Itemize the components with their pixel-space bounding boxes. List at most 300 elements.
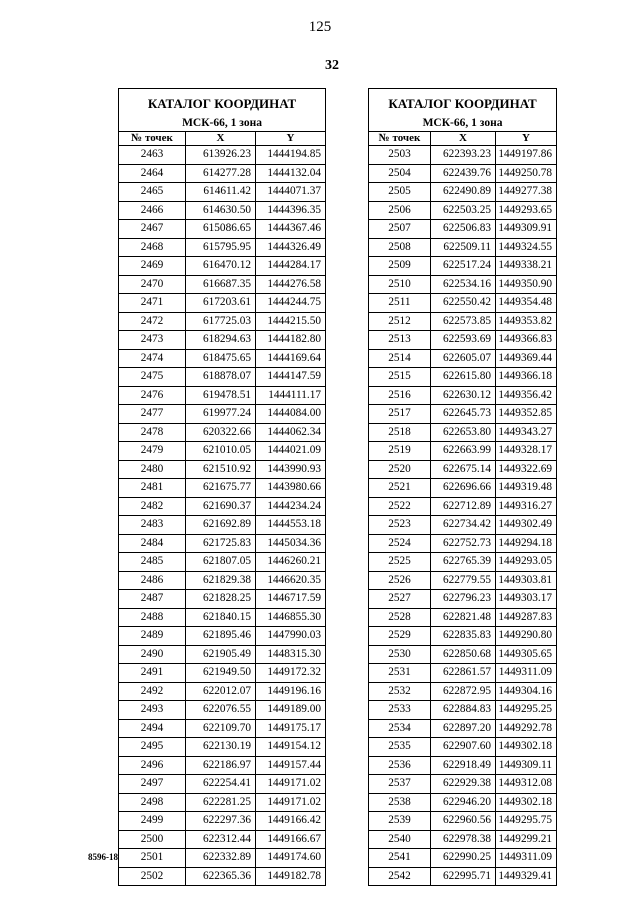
y-coordinate-cell: 1449366.83 bbox=[496, 331, 557, 350]
y-coordinate-cell: 1444111.17 bbox=[256, 386, 326, 405]
table-row bbox=[369, 349, 557, 368]
x-coordinate-cell: 616470.12 bbox=[186, 257, 256, 276]
x-coordinate-cell: 622297.36 bbox=[186, 812, 256, 831]
column-header-x: X bbox=[186, 132, 256, 146]
y-coordinate-cell: 1449319.48 bbox=[496, 479, 557, 498]
table-row bbox=[369, 220, 557, 239]
x-coordinate-cell: 622506.83 bbox=[431, 220, 496, 239]
table-zone: МСК-66, 1 зона bbox=[369, 117, 557, 132]
point-number-cell: 2507 bbox=[369, 220, 431, 239]
x-coordinate-cell: 622850.68 bbox=[431, 645, 496, 664]
x-coordinate-cell: 622663.99 bbox=[431, 442, 496, 461]
x-coordinate-cell: 622550.42 bbox=[431, 294, 496, 313]
x-coordinate-cell: 622517.24 bbox=[431, 257, 496, 276]
table-row bbox=[369, 405, 557, 424]
point-number-cell: 2542 bbox=[369, 867, 431, 886]
x-coordinate-cell: 622734.42 bbox=[431, 516, 496, 535]
y-coordinate-cell: 1449329.41 bbox=[496, 867, 557, 886]
y-coordinate-cell: 1447990.03 bbox=[256, 627, 326, 646]
point-number-cell: 2498 bbox=[119, 793, 186, 812]
table-row bbox=[369, 627, 557, 646]
point-number-cell: 2521 bbox=[369, 479, 431, 498]
x-coordinate-cell: 622990.25 bbox=[431, 849, 496, 868]
y-coordinate-cell: 1449295.25 bbox=[496, 701, 557, 720]
point-number-cell: 2471 bbox=[119, 294, 186, 313]
point-number-cell: 2513 bbox=[369, 331, 431, 350]
x-coordinate-cell: 621690.37 bbox=[186, 497, 256, 516]
y-coordinate-cell: 1449343.27 bbox=[496, 423, 557, 442]
table-row bbox=[119, 793, 326, 812]
x-coordinate-cell: 619977.24 bbox=[186, 405, 256, 424]
x-coordinate-cell: 621692.89 bbox=[186, 516, 256, 535]
x-coordinate-cell: 614630.50 bbox=[186, 201, 256, 220]
table-row bbox=[119, 553, 326, 572]
table-row bbox=[369, 294, 557, 313]
point-number-cell: 2505 bbox=[369, 183, 431, 202]
x-coordinate-cell: 622186.97 bbox=[186, 756, 256, 775]
x-coordinate-cell: 621675.77 bbox=[186, 479, 256, 498]
column-header-point-number: № точек bbox=[369, 132, 431, 146]
table-row bbox=[369, 645, 557, 664]
y-coordinate-cell: 1449353.82 bbox=[496, 312, 557, 331]
point-number-cell: 2527 bbox=[369, 590, 431, 609]
x-coordinate-cell: 622765.39 bbox=[431, 553, 496, 572]
y-coordinate-cell: 1449305.65 bbox=[496, 645, 557, 664]
point-number-cell: 2470 bbox=[119, 275, 186, 294]
point-number-cell: 2480 bbox=[119, 460, 186, 479]
point-number-cell: 2519 bbox=[369, 442, 431, 461]
x-coordinate-cell: 619478.51 bbox=[186, 386, 256, 405]
table-row bbox=[119, 349, 326, 368]
x-coordinate-cell: 622534.16 bbox=[431, 275, 496, 294]
table-row bbox=[369, 553, 557, 572]
column-header-y: Y bbox=[256, 132, 326, 146]
point-number-cell: 2529 bbox=[369, 627, 431, 646]
point-number-cell: 2474 bbox=[119, 349, 186, 368]
point-number-cell: 2533 bbox=[369, 701, 431, 720]
point-number-cell: 2537 bbox=[369, 775, 431, 794]
x-coordinate-cell: 616687.35 bbox=[186, 275, 256, 294]
table-title: КАТАЛОГ КООРДИНАТ bbox=[369, 89, 557, 118]
table-row bbox=[369, 386, 557, 405]
table-row bbox=[369, 516, 557, 535]
y-coordinate-cell: 1449292.78 bbox=[496, 719, 557, 738]
point-number-cell: 2472 bbox=[119, 312, 186, 331]
table-row bbox=[119, 275, 326, 294]
table-row bbox=[119, 312, 326, 331]
y-coordinate-cell: 1444284.17 bbox=[256, 257, 326, 276]
point-number-cell: 2463 bbox=[119, 146, 186, 165]
x-coordinate-cell: 622645.73 bbox=[431, 405, 496, 424]
point-number-cell: 2493 bbox=[119, 701, 186, 720]
point-number-cell: 2510 bbox=[369, 275, 431, 294]
table-row bbox=[119, 386, 326, 405]
point-number-cell: 2530 bbox=[369, 645, 431, 664]
table-row bbox=[119, 608, 326, 627]
y-coordinate-cell: 1444182.80 bbox=[256, 331, 326, 350]
y-coordinate-cell: 1449166.67 bbox=[256, 830, 326, 849]
table-row bbox=[369, 830, 557, 849]
y-coordinate-cell: 1449366.18 bbox=[496, 368, 557, 387]
x-coordinate-cell: 622835.83 bbox=[431, 627, 496, 646]
y-coordinate-cell: 1449171.02 bbox=[256, 775, 326, 794]
point-number-cell: 2465 bbox=[119, 183, 186, 202]
table-row bbox=[119, 164, 326, 183]
y-coordinate-cell: 1449352.85 bbox=[496, 405, 557, 424]
y-coordinate-cell: 1449182.78 bbox=[256, 867, 326, 886]
x-coordinate-cell: 622712.89 bbox=[431, 497, 496, 516]
point-number-cell: 2525 bbox=[369, 553, 431, 572]
table-row bbox=[119, 867, 326, 886]
x-coordinate-cell: 622995.71 bbox=[431, 867, 496, 886]
y-coordinate-cell: 1449303.81 bbox=[496, 571, 557, 590]
point-number-cell: 2464 bbox=[119, 164, 186, 183]
point-number-cell: 2536 bbox=[369, 756, 431, 775]
x-coordinate-cell: 620322.66 bbox=[186, 423, 256, 442]
y-coordinate-cell: 1449293.65 bbox=[496, 201, 557, 220]
point-number-cell: 2520 bbox=[369, 460, 431, 479]
y-coordinate-cell: 1444147.59 bbox=[256, 368, 326, 387]
x-coordinate-cell: 621725.83 bbox=[186, 534, 256, 553]
x-coordinate-cell: 622653.80 bbox=[431, 423, 496, 442]
point-number-cell: 2492 bbox=[119, 682, 186, 701]
y-coordinate-cell: 1444396.35 bbox=[256, 201, 326, 220]
y-coordinate-cell: 1449196.16 bbox=[256, 682, 326, 701]
x-coordinate-cell: 621829.38 bbox=[186, 571, 256, 590]
y-coordinate-cell: 1444234.24 bbox=[256, 497, 326, 516]
x-coordinate-cell: 618475.65 bbox=[186, 349, 256, 368]
table-row bbox=[369, 664, 557, 683]
table-row bbox=[119, 830, 326, 849]
point-number-cell: 2508 bbox=[369, 238, 431, 257]
y-coordinate-cell: 1449311.09 bbox=[496, 664, 557, 683]
x-coordinate-cell: 622281.25 bbox=[186, 793, 256, 812]
table-row bbox=[369, 756, 557, 775]
y-coordinate-cell: 1449324.55 bbox=[496, 238, 557, 257]
table-row bbox=[119, 849, 326, 868]
point-number-cell: 2539 bbox=[369, 812, 431, 831]
table-row bbox=[369, 849, 557, 868]
table-row bbox=[369, 257, 557, 276]
y-coordinate-cell: 1449312.08 bbox=[496, 775, 557, 794]
y-coordinate-cell: 1449354.48 bbox=[496, 294, 557, 313]
y-coordinate-cell: 1448315.30 bbox=[256, 645, 326, 664]
table-row bbox=[369, 442, 557, 461]
table-row bbox=[119, 294, 326, 313]
y-coordinate-cell: 1446260.21 bbox=[256, 553, 326, 572]
x-coordinate-cell: 622779.55 bbox=[431, 571, 496, 590]
x-coordinate-cell: 622130.19 bbox=[186, 738, 256, 757]
table-row bbox=[119, 257, 326, 276]
sub-page-number: 32 bbox=[325, 58, 339, 73]
y-coordinate-cell: 1449322.69 bbox=[496, 460, 557, 479]
y-coordinate-cell: 1444553.18 bbox=[256, 516, 326, 535]
x-coordinate-cell: 622675.14 bbox=[431, 460, 496, 479]
y-coordinate-cell: 1449309.91 bbox=[496, 220, 557, 239]
table-row bbox=[119, 442, 326, 461]
point-number-cell: 2531 bbox=[369, 664, 431, 683]
table-row bbox=[369, 460, 557, 479]
table-row bbox=[369, 719, 557, 738]
y-coordinate-cell: 1444062.34 bbox=[256, 423, 326, 442]
table-row bbox=[369, 812, 557, 831]
column-header-point-number: № точек bbox=[119, 132, 186, 146]
table-row bbox=[119, 460, 326, 479]
point-number-cell: 2516 bbox=[369, 386, 431, 405]
y-coordinate-cell: 1444169.64 bbox=[256, 349, 326, 368]
table-row bbox=[369, 775, 557, 794]
table-row bbox=[119, 664, 326, 683]
y-coordinate-cell: 1444367.46 bbox=[256, 220, 326, 239]
y-coordinate-cell: 1449175.17 bbox=[256, 719, 326, 738]
y-coordinate-cell: 1449197.86 bbox=[496, 146, 557, 165]
point-number-cell: 2485 bbox=[119, 553, 186, 572]
y-coordinate-cell: 1449172.32 bbox=[256, 664, 326, 683]
table-row bbox=[369, 682, 557, 701]
x-coordinate-cell: 622012.07 bbox=[186, 682, 256, 701]
x-coordinate-cell: 621905.49 bbox=[186, 645, 256, 664]
table-row bbox=[369, 479, 557, 498]
x-coordinate-cell: 622503.25 bbox=[431, 201, 496, 220]
table-row bbox=[119, 534, 326, 553]
point-number-cell: 2469 bbox=[119, 257, 186, 276]
x-coordinate-cell: 622573.85 bbox=[431, 312, 496, 331]
x-coordinate-cell: 621949.50 bbox=[186, 664, 256, 683]
point-number-cell: 2502 bbox=[119, 867, 186, 886]
point-number-cell: 2496 bbox=[119, 756, 186, 775]
y-coordinate-cell: 1449338.21 bbox=[496, 257, 557, 276]
y-coordinate-cell: 1443980.66 bbox=[256, 479, 326, 498]
y-coordinate-cell: 1449299.21 bbox=[496, 830, 557, 849]
y-coordinate-cell: 1444132.04 bbox=[256, 164, 326, 183]
point-number-cell: 2479 bbox=[119, 442, 186, 461]
point-number-cell: 2503 bbox=[369, 146, 431, 165]
x-coordinate-cell: 622605.07 bbox=[431, 349, 496, 368]
point-number-cell: 2488 bbox=[119, 608, 186, 627]
table-row bbox=[369, 368, 557, 387]
column-header-y: Y bbox=[496, 132, 557, 146]
x-coordinate-cell: 621807.05 bbox=[186, 553, 256, 572]
table-row bbox=[119, 183, 326, 202]
table-row bbox=[119, 331, 326, 350]
y-coordinate-cell: 1446855.30 bbox=[256, 608, 326, 627]
x-coordinate-cell: 618878.07 bbox=[186, 368, 256, 387]
point-number-cell: 2540 bbox=[369, 830, 431, 849]
table-row bbox=[119, 775, 326, 794]
y-coordinate-cell: 1449287.83 bbox=[496, 608, 557, 627]
point-number-cell: 2523 bbox=[369, 516, 431, 535]
point-number-cell: 2484 bbox=[119, 534, 186, 553]
table-row bbox=[119, 738, 326, 757]
y-coordinate-cell: 1444021.09 bbox=[256, 442, 326, 461]
y-coordinate-cell: 1444071.37 bbox=[256, 183, 326, 202]
y-coordinate-cell: 1449250.78 bbox=[496, 164, 557, 183]
point-number-cell: 2466 bbox=[119, 201, 186, 220]
point-number-cell: 2499 bbox=[119, 812, 186, 831]
table-row bbox=[369, 867, 557, 886]
table-row bbox=[119, 201, 326, 220]
y-coordinate-cell: 1449303.17 bbox=[496, 590, 557, 609]
x-coordinate-cell: 622897.20 bbox=[431, 719, 496, 738]
x-coordinate-cell: 622960.56 bbox=[431, 812, 496, 831]
point-number-cell: 2534 bbox=[369, 719, 431, 738]
x-coordinate-cell: 622393.23 bbox=[431, 146, 496, 165]
y-coordinate-cell: 1449166.42 bbox=[256, 812, 326, 831]
point-number-cell: 2490 bbox=[119, 645, 186, 664]
x-coordinate-cell: 618294.63 bbox=[186, 331, 256, 350]
table-row bbox=[369, 183, 557, 202]
table-row bbox=[119, 627, 326, 646]
table-row bbox=[119, 516, 326, 535]
point-number-cell: 2538 bbox=[369, 793, 431, 812]
table-row bbox=[119, 719, 326, 738]
x-coordinate-cell: 614277.28 bbox=[186, 164, 256, 183]
coordinate-catalog-table-right bbox=[368, 88, 557, 886]
point-number-cell: 2486 bbox=[119, 571, 186, 590]
point-number-cell: 2487 bbox=[119, 590, 186, 609]
table-row bbox=[119, 571, 326, 590]
table-row bbox=[119, 238, 326, 257]
x-coordinate-cell: 622332.89 bbox=[186, 849, 256, 868]
table-row bbox=[119, 368, 326, 387]
point-number-cell: 2511 bbox=[369, 294, 431, 313]
y-coordinate-cell: 1449350.90 bbox=[496, 275, 557, 294]
x-coordinate-cell: 622872.95 bbox=[431, 682, 496, 701]
x-coordinate-cell: 617725.03 bbox=[186, 312, 256, 331]
table-row bbox=[369, 608, 557, 627]
table-row bbox=[369, 571, 557, 590]
x-coordinate-cell: 622593.69 bbox=[431, 331, 496, 350]
y-coordinate-cell: 1444194.85 bbox=[256, 146, 326, 165]
y-coordinate-cell: 1449154.12 bbox=[256, 738, 326, 757]
point-number-cell: 2528 bbox=[369, 608, 431, 627]
point-number-cell: 2473 bbox=[119, 331, 186, 350]
point-number-cell: 2522 bbox=[369, 497, 431, 516]
point-number-cell: 2506 bbox=[369, 201, 431, 220]
point-number-cell: 2477 bbox=[119, 405, 186, 424]
table-row bbox=[119, 590, 326, 609]
point-number-cell: 2476 bbox=[119, 386, 186, 405]
y-coordinate-cell: 1449157.44 bbox=[256, 756, 326, 775]
y-coordinate-cell: 1449356.42 bbox=[496, 386, 557, 405]
table-row bbox=[119, 146, 326, 165]
point-number-cell: 2524 bbox=[369, 534, 431, 553]
x-coordinate-cell: 614611.42 bbox=[186, 183, 256, 202]
y-coordinate-cell: 1449174.60 bbox=[256, 849, 326, 868]
point-number-cell: 2483 bbox=[119, 516, 186, 535]
y-coordinate-cell: 1443990.93 bbox=[256, 460, 326, 479]
point-number-cell: 2482 bbox=[119, 497, 186, 516]
x-coordinate-cell: 622365.36 bbox=[186, 867, 256, 886]
point-number-cell: 2467 bbox=[119, 220, 186, 239]
table-row bbox=[119, 812, 326, 831]
table-row bbox=[369, 164, 557, 183]
point-number-cell: 2491 bbox=[119, 664, 186, 683]
y-coordinate-cell: 1446717.59 bbox=[256, 590, 326, 609]
table-row bbox=[369, 423, 557, 442]
x-coordinate-cell: 622509.11 bbox=[431, 238, 496, 257]
y-coordinate-cell: 1445034.36 bbox=[256, 534, 326, 553]
point-number-cell: 2509 bbox=[369, 257, 431, 276]
x-coordinate-cell: 622796.23 bbox=[431, 590, 496, 609]
point-number-cell: 2494 bbox=[119, 719, 186, 738]
table-row bbox=[369, 201, 557, 220]
x-coordinate-cell: 622907.60 bbox=[431, 738, 496, 757]
x-coordinate-cell: 622946.20 bbox=[431, 793, 496, 812]
table-row bbox=[119, 479, 326, 498]
x-coordinate-cell: 621840.15 bbox=[186, 608, 256, 627]
y-coordinate-cell: 1449316.27 bbox=[496, 497, 557, 516]
x-coordinate-cell: 622109.70 bbox=[186, 719, 256, 738]
point-number-cell: 2515 bbox=[369, 368, 431, 387]
point-number-cell: 2504 bbox=[369, 164, 431, 183]
point-number-cell: 2541 bbox=[369, 849, 431, 868]
y-coordinate-cell: 1449309.11 bbox=[496, 756, 557, 775]
y-coordinate-cell: 1444215.50 bbox=[256, 312, 326, 331]
x-coordinate-cell: 613926.23 bbox=[186, 146, 256, 165]
point-number-cell: 2481 bbox=[119, 479, 186, 498]
x-coordinate-cell: 622076.55 bbox=[186, 701, 256, 720]
x-coordinate-cell: 622312.44 bbox=[186, 830, 256, 849]
point-number-cell: 2468 bbox=[119, 238, 186, 257]
table-row bbox=[119, 423, 326, 442]
x-coordinate-cell: 617203.61 bbox=[186, 294, 256, 313]
table-row bbox=[119, 701, 326, 720]
y-coordinate-cell: 1449295.75 bbox=[496, 812, 557, 831]
table-row bbox=[369, 534, 557, 553]
point-number-cell: 2526 bbox=[369, 571, 431, 590]
x-coordinate-cell: 622918.49 bbox=[431, 756, 496, 775]
point-number-cell: 2514 bbox=[369, 349, 431, 368]
point-number-cell: 2532 bbox=[369, 682, 431, 701]
y-coordinate-cell: 1449294.18 bbox=[496, 534, 557, 553]
y-coordinate-cell: 1449328.17 bbox=[496, 442, 557, 461]
table-row bbox=[369, 497, 557, 516]
table-row bbox=[119, 756, 326, 775]
page-number: 125 bbox=[308, 19, 332, 35]
y-coordinate-cell: 1444276.58 bbox=[256, 275, 326, 294]
table-row bbox=[119, 682, 326, 701]
y-coordinate-cell: 1444084.00 bbox=[256, 405, 326, 424]
point-number-cell: 2501 bbox=[119, 849, 186, 868]
x-coordinate-cell: 621895.46 bbox=[186, 627, 256, 646]
x-coordinate-cell: 615086.65 bbox=[186, 220, 256, 239]
x-coordinate-cell: 622884.83 bbox=[431, 701, 496, 720]
point-number-cell: 2518 bbox=[369, 423, 431, 442]
y-coordinate-cell: 1449293.05 bbox=[496, 553, 557, 572]
document-code: 8596-18 bbox=[88, 852, 118, 862]
y-coordinate-cell: 1444244.75 bbox=[256, 294, 326, 313]
point-number-cell: 2517 bbox=[369, 405, 431, 424]
y-coordinate-cell: 1449189.00 bbox=[256, 701, 326, 720]
x-coordinate-cell: 622490.89 bbox=[431, 183, 496, 202]
point-number-cell: 2497 bbox=[119, 775, 186, 794]
coordinate-catalog-table-left bbox=[118, 88, 326, 886]
x-coordinate-cell: 622696.66 bbox=[431, 479, 496, 498]
point-number-cell: 2475 bbox=[119, 368, 186, 387]
x-coordinate-cell: 622439.76 bbox=[431, 164, 496, 183]
y-coordinate-cell: 1449302.18 bbox=[496, 738, 557, 757]
point-number-cell: 2495 bbox=[119, 738, 186, 757]
point-number-cell: 2478 bbox=[119, 423, 186, 442]
x-coordinate-cell: 622752.73 bbox=[431, 534, 496, 553]
x-coordinate-cell: 622929.38 bbox=[431, 775, 496, 794]
table-row bbox=[119, 645, 326, 664]
table-row bbox=[119, 497, 326, 516]
point-number-cell: 2500 bbox=[119, 830, 186, 849]
x-coordinate-cell: 621828.25 bbox=[186, 590, 256, 609]
y-coordinate-cell: 1446620.35 bbox=[256, 571, 326, 590]
